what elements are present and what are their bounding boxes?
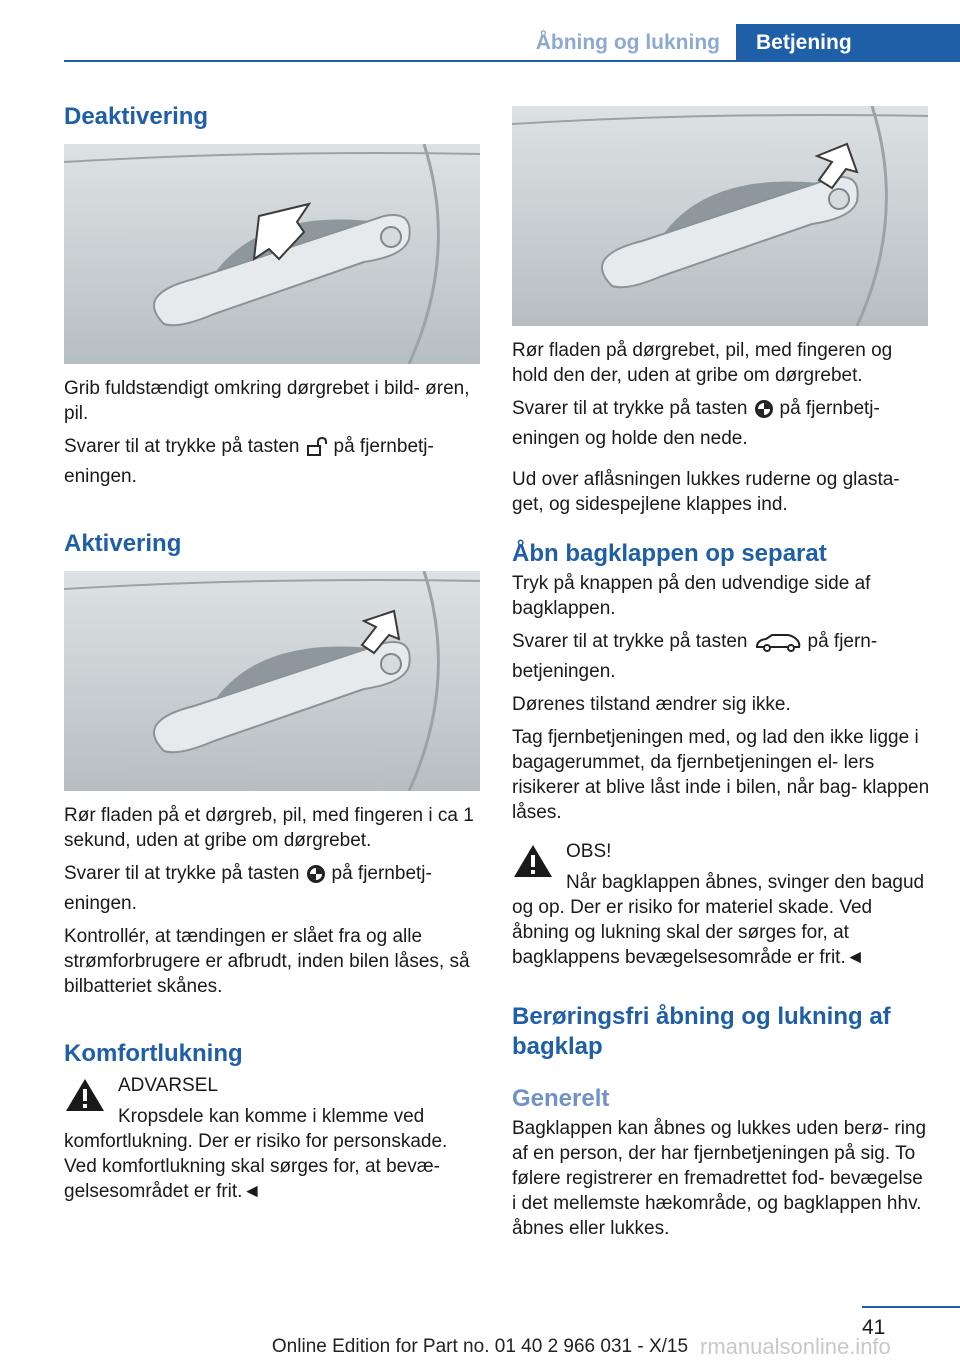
paragraph: Tryk på knappen på den udvendige side af bagklappen.: [512, 573, 871, 619]
footer-rule: [862, 1306, 960, 1308]
paragraph: Dørenes tilstand ændrer sig ikke.: [512, 694, 791, 715]
text-fragment: på fjernbetj‐ eningen.: [64, 436, 434, 487]
paragraph: Tag fjernbetjeningen med, og lad den ikke ligge i bagagerummet, da fjernbetjeningen el‐ lers risikerer at blive låst inde i bilen, når bag‐ klappen låses.: [512, 727, 930, 823]
left-column: [64, 102, 482, 1204]
heading-deaktivering: Deaktivering: [64, 103, 209, 130]
header-section-title: Åbning og lukning: [535, 31, 720, 54]
paragraph: Rør fladen på et dørgreb, pil, med fingeren i ca 1 sekund, uden at gribe om dørgrebet.: [64, 805, 474, 851]
paragraph: Bagklappen kan åbnes og lukkes uden berø‐ ring af en person, der har fjernbetjeningen på sig. To følere registrerer en fremadrettet fod‐ bevægelse i det mellemste hækområde, og bagklappen hhv. åbnes eller lukkes.: [512, 1118, 927, 1239]
bmw-logo-icon: [306, 864, 326, 891]
bmw-logo-icon: [754, 399, 774, 426]
warning-box: [64, 1073, 482, 1204]
heading-komfortlukning: Komfortlukning: [64, 1040, 243, 1067]
heading-beroeringsfri: Berøringsfri åbning og lukning af bagklap: [512, 1003, 891, 1060]
door-handle-illustration-hold: [512, 106, 928, 326]
heading-aktivering: Aktivering: [64, 530, 182, 557]
paragraph: [64, 434, 482, 489]
paragraph: Grib fuldstændigt omkring dørgrebet i bild‐ øren, pil.: [64, 378, 470, 424]
warning-triangle-icon: [512, 843, 554, 884]
page-number: 41: [862, 1316, 886, 1339]
notice-text: Når bagklappen åbnes, svinger den bagud og op. Der er risiko for materiel skade. Ved åbning og lukning skal der sørges for, at bagklappens bevægelsesområde er frit.◄: [512, 872, 925, 968]
door-handle-illustration-grip: [64, 144, 480, 364]
car-tailgate-icon: [754, 632, 802, 659]
header-rule: [64, 60, 960, 62]
watermark: rmanualsonline.info: [700, 1334, 891, 1359]
paragraph: Rør fladen på dørgrebet, pil, med fingeren og hold den der, uden at gribe om dørgrebet.: [512, 340, 893, 386]
text-fragment: Svarer til at trykke på tasten: [64, 436, 300, 457]
text-fragment: Svarer til at trykke på tasten: [512, 398, 748, 419]
footer-edition: Online Edition for Part no. 01 40 2 966 031 - X/15: [271, 1336, 689, 1357]
text-fragment: Svarer til at trykke på tasten: [64, 863, 300, 884]
header-tab[interactable]: Betjening: [736, 24, 960, 62]
warning-label: ADVARSEL: [118, 1075, 218, 1096]
paragraph: [64, 861, 482, 916]
heading-generelt: Generelt: [512, 1085, 610, 1112]
notice-box: [512, 839, 930, 970]
text-fragment: på fjernbetj‐ eningen og holde den nede.: [512, 398, 880, 449]
warning-triangle-icon: [64, 1077, 106, 1118]
text-fragment: Svarer til at trykke på tasten: [512, 631, 748, 652]
paragraph: [512, 396, 930, 451]
heading-aabn-bagklappen: Åbn bagklappen op separat: [512, 540, 827, 567]
paragraph: Ud over aflåsningen lukkes ruderne og glasta‐ get, og sidespejlene klappes ind.: [512, 469, 900, 515]
warning-text: Kropsdele kan komme i klemme ved komfortlukning. Der er risiko for personskade. Ved komfortlukning skal sørges for, at bevæ‐ gelsesområdet er frit.◄: [64, 1106, 448, 1202]
paragraph: [512, 629, 930, 684]
text-fragment: på fjern‐ betjeningen.: [512, 631, 878, 682]
text-fragment: på fjernbetj‐ eningen.: [64, 863, 432, 914]
right-column: [512, 106, 930, 1241]
unlock-icon: [306, 437, 328, 464]
notice-label: OBS!: [566, 841, 612, 862]
paragraph: Kontrollér, at tændingen er slået fra og alle strømforbrugere er afbrudt, inden bilen låses, så bilbatteriet skånes.: [64, 926, 470, 997]
door-handle-illustration-touch: [64, 571, 480, 791]
